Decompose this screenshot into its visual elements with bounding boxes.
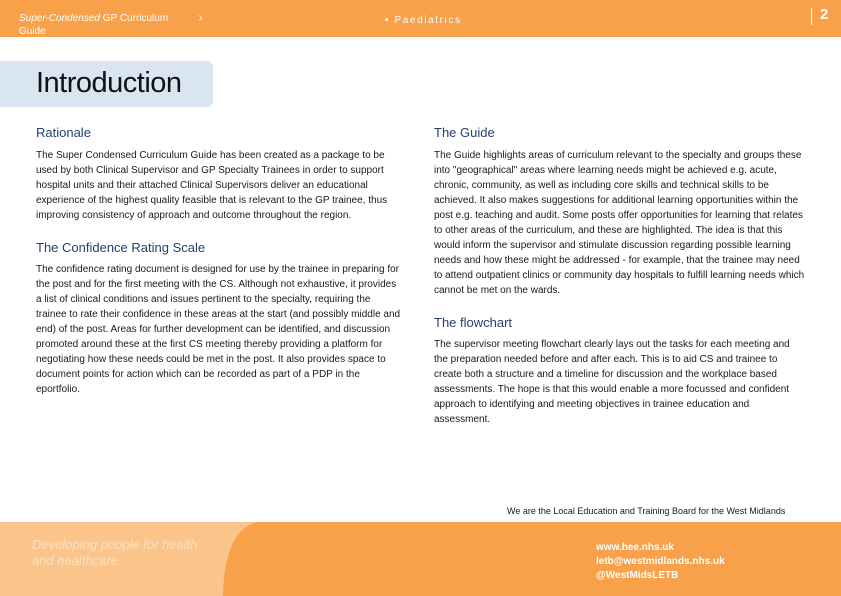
document-title-rest: GP Curriculum Guide	[19, 13, 169, 37]
rationale-text: The Super Condensed Curriculum Guide has been created as a package to be used by both Clinical Supervisor and GP Specialty Trainees in order to support hospital units and their attached Clinical Supervisors deliver an educational experience of the highest quality feasible that is relevant to the GP trainee, thus improving consistency of approach and outcome throughout the region.	[36, 150, 388, 221]
section-label: • Paediatrics	[385, 15, 462, 26]
twitter-link[interactable]: @WestMidsLETB	[596, 570, 679, 581]
letb-tagline: We are the Local Education and Training Board for the West Midlands	[507, 506, 786, 516]
left-column	[36, 125, 403, 397]
divider	[811, 8, 812, 25]
email-link[interactable]: letb@westmidlands.nhs.uk	[596, 556, 725, 567]
flowchart-text: The supervisor meeting flowchart clearly lays out the tasks for each meeting and the preparation needed before and after each. This is to aid CS and trainee to create both a structure and a timeline for discussion and the workplace based assessments. The hope is that this would enable a more focussed and confident approach to identifying and meeting objectives in trainee education and assessment.	[434, 339, 790, 425]
chevron-right-icon: ›	[198, 9, 203, 26]
page-title: Introduction	[36, 67, 182, 99]
footer-slogan: Developing people for health and healthcare	[32, 537, 198, 568]
flowchart-heading: The flowchart	[434, 315, 513, 330]
guide-text: The Guide highlights areas of curriculum relevant to the specialty and groups these into "geographical" areas where learning needs might be achieved e.g. acute, chronic, community, as well as including core skills and technical skills to be achieved. It also makes suggestions for additional learning opportunities within the post e.g. teaching and audit. Some posts offer opportunities for learning that relates to other areas of the curriculum, and these are highlighted. The idea is that this would inform the supervisor and stimulate discussion regarding possible learning needs and how these might be addressed - for example, that the trainee may need to attend outpatient clinics or community day hospitals to fulfill learning needs which cannot be met on the wards.	[434, 150, 805, 296]
document-title	[19, 12, 194, 38]
guide-heading: The Guide	[434, 125, 495, 140]
page-number: 2	[820, 6, 829, 23]
confidence-heading: The Confidence Rating Scale	[36, 240, 206, 255]
header-bar	[0, 0, 841, 37]
rationale-heading: Rationale	[36, 125, 91, 140]
confidence-text: The confidence rating document is designed for use by the trainee in preparing for the post and for the first meeting with the CS. Although not exhaustive, it provides a list of clinical conditions and issues pertinent to the specialty, requiring the trainee to rate their confidence in these areas at the start (and possibly middle and end) of the post. Areas for further development can be identified, and discussion promoted around these at the first CS meeting thereby providing a platform for negotiating how these needs could be met in the post. It also provides space to document points for action which can be recorded as part of a PDP in the eportfolio.	[36, 264, 401, 395]
document-title-italic: Super-Condensed	[19, 13, 100, 24]
footer-bar	[0, 522, 841, 596]
right-column	[434, 125, 806, 427]
website-link[interactable]: www.hee.nhs.uk	[596, 542, 674, 553]
